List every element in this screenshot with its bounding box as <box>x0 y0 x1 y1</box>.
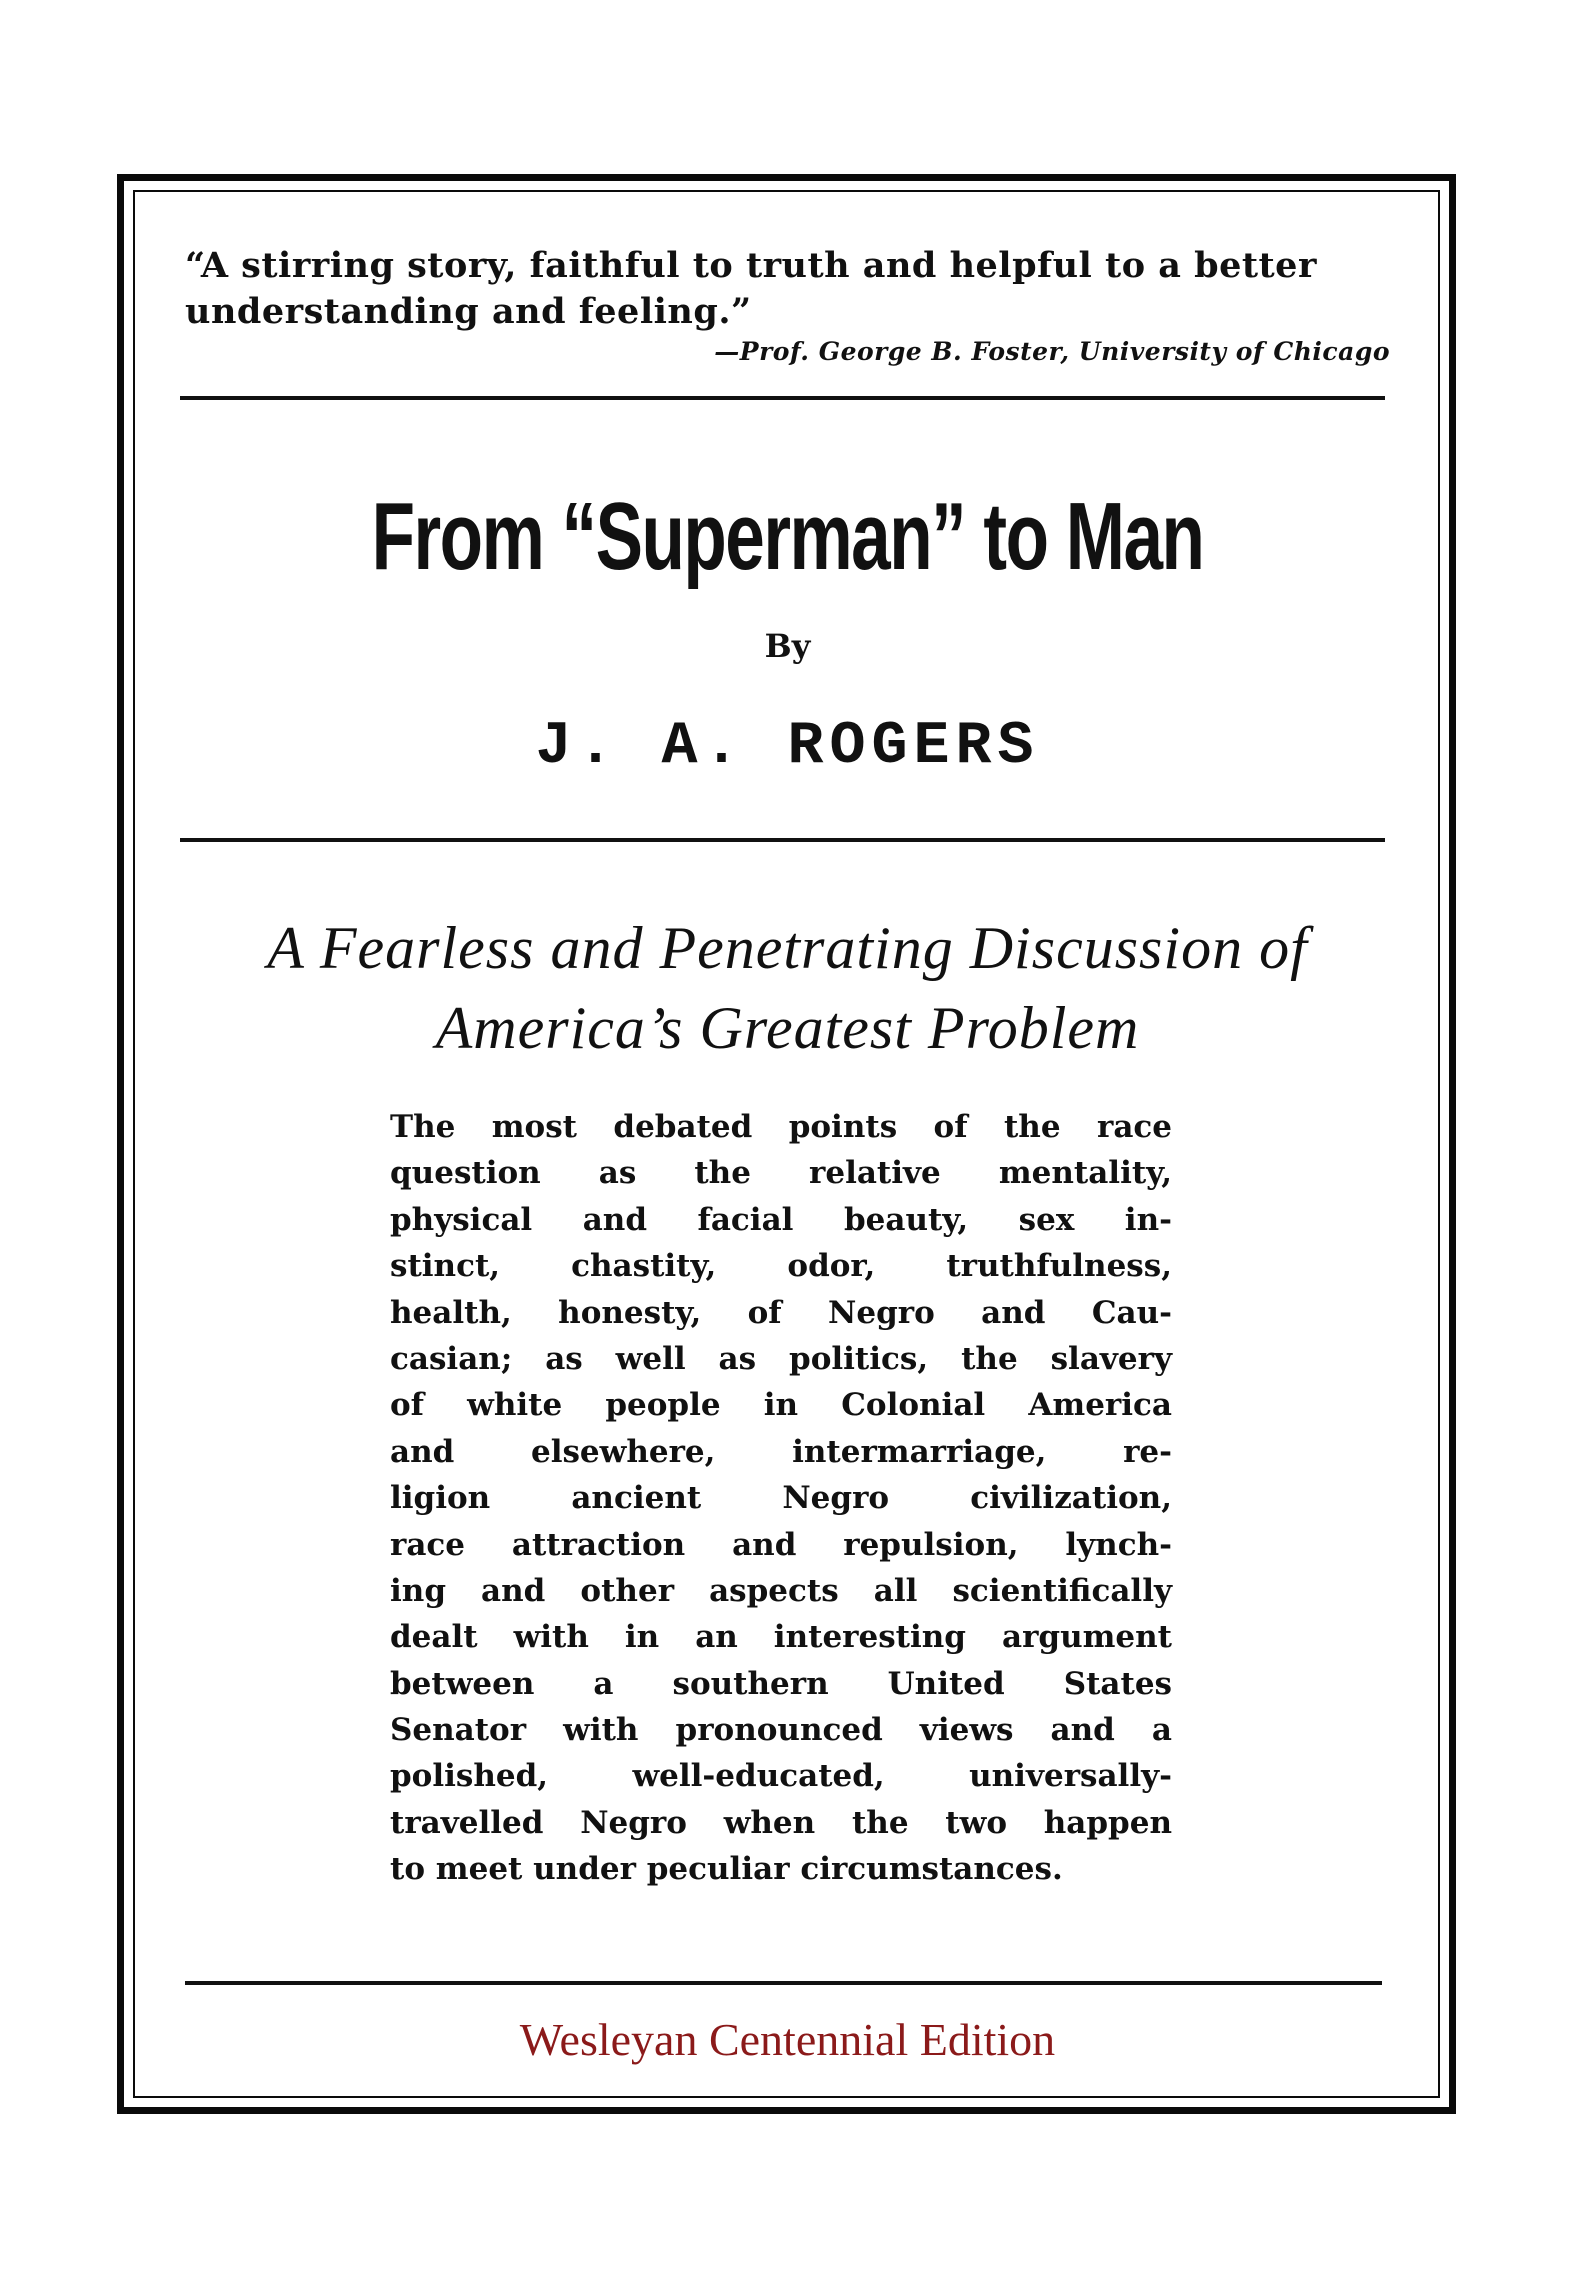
book-title: From “Superman” to Man <box>371 483 1204 590</box>
description-line: between a southern United States <box>390 1665 1172 1702</box>
subtitle-line-2: America’s Greatest Problem <box>435 995 1140 1061</box>
author-name: J. A. ROGERS <box>535 713 1040 781</box>
description-line: question as the relative mentality, <box>390 1155 1172 1192</box>
description-block <box>390 1104 1172 1893</box>
divider-rule-middle <box>180 838 1385 842</box>
divider-rule-bottom <box>185 1981 1382 1985</box>
description-line: dealt with in an interesting argument <box>390 1619 1172 1656</box>
description-line: Senator with pronounced views and a <box>390 1712 1172 1749</box>
description-line: health, honesty, of Negro and Cau- <box>390 1294 1172 1331</box>
description-line: and elsewhere, intermarriage, re- <box>390 1433 1172 1470</box>
description-line: race attraction and repulsion, lynch- <box>390 1526 1172 1563</box>
edition-label: Wesleyan Centennial Edition <box>519 2014 1056 2065</box>
description-line: to meet under peculiar circumstances. <box>390 1851 1063 1888</box>
description-line: physical and facial beauty, sex in- <box>390 1201 1172 1238</box>
description-line: ligion ancient Negro civilization, <box>390 1480 1172 1517</box>
description-line: travelled Negro when the two happen <box>390 1804 1172 1841</box>
description-line: polished, well-educated, universally- <box>390 1758 1172 1795</box>
quote-attribution: —Prof. George B. Foster, University of Chicago <box>714 337 1390 366</box>
description-line: casian; as well as politics, the slavery <box>390 1340 1172 1377</box>
divider-rule-top <box>180 396 1385 400</box>
subtitle-line-1: A Fearless and Penetrating Discussion of <box>267 915 1308 981</box>
subtitle <box>140 908 1435 1068</box>
description-line: The most debated points of the race <box>390 1109 1172 1145</box>
description-line: of white people in Colonial America <box>390 1387 1172 1424</box>
by-line: By <box>764 627 811 665</box>
description-line: ing and other aspects all scientifically <box>390 1572 1172 1609</box>
endorsement-quote: “A stirring story, faithful to truth and helpful to a better understanding and feeling.” <box>185 245 1317 332</box>
description-line: stinct, chastity, odor, truthfulness, <box>390 1248 1172 1285</box>
